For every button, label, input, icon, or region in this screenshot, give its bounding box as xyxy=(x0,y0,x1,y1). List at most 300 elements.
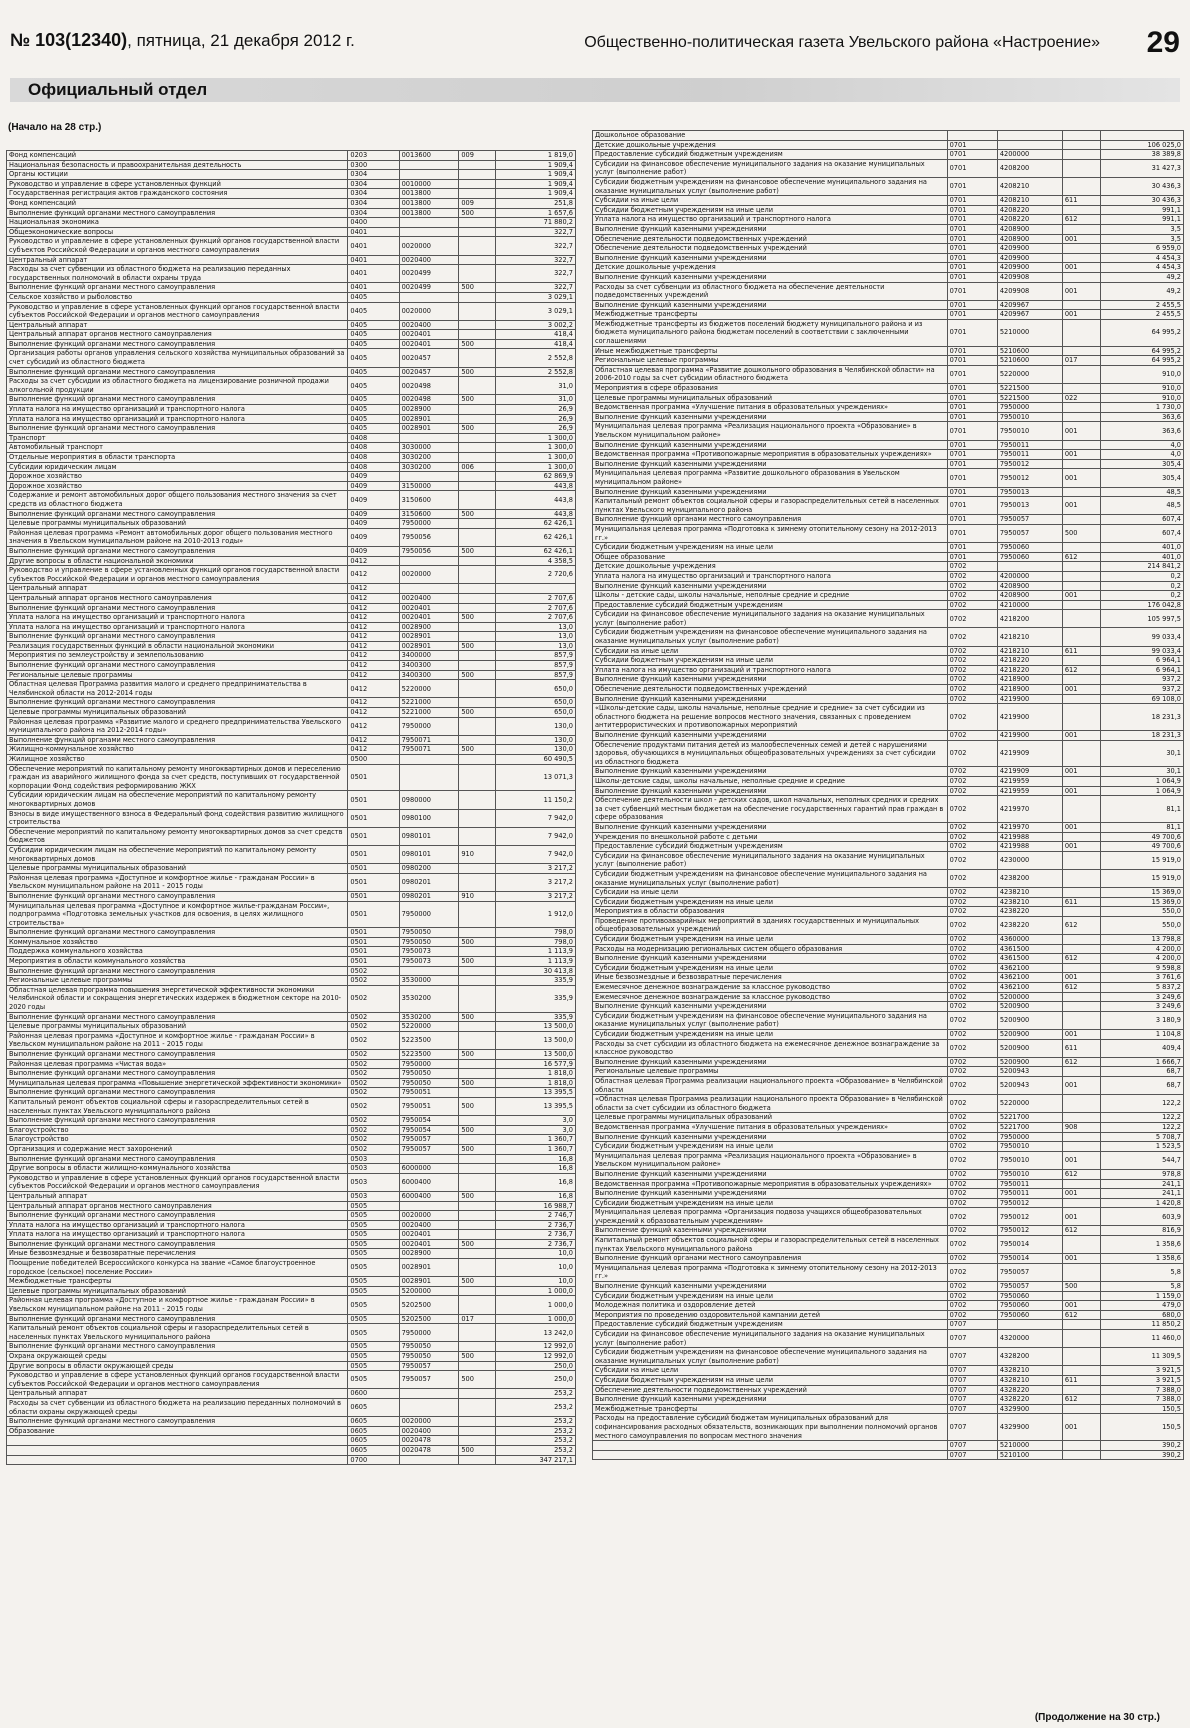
target-code: 5200900 xyxy=(997,1002,1062,1012)
section-code: 0605 xyxy=(348,1445,399,1455)
expense-type xyxy=(459,1201,496,1211)
table-row xyxy=(593,1142,1184,1152)
amount: 62 869,9 xyxy=(496,472,576,482)
table-row xyxy=(593,159,1184,177)
section-code: 0702 xyxy=(947,842,997,852)
expense-type xyxy=(459,1249,496,1259)
amount: 30 436,3 xyxy=(1101,196,1184,206)
amount: 69 108,0 xyxy=(1101,694,1184,704)
section-code: 0409 xyxy=(348,491,399,509)
row-name: Мероприятия в области образования xyxy=(593,907,948,917)
expense-type xyxy=(1062,963,1100,973)
section-code: 0502 xyxy=(348,1116,399,1126)
expense-type xyxy=(1062,1067,1100,1077)
table-row xyxy=(593,515,1184,525)
row-name: Субсидии юридическим лицам на обеспечение мероприятий по капитальному ремонту многоквартирных домов xyxy=(7,845,348,863)
table-row xyxy=(593,1208,1184,1226)
expense-type xyxy=(459,1324,496,1342)
section-code: 0412 xyxy=(348,641,399,651)
row-name: Межбюджетные трансферты из бюджетов поселений бюджету муниципального района и из бюджета муниципального района бюджетам поселений в соответствии с заключенными соглашениями xyxy=(593,319,948,346)
amount: 3 249,6 xyxy=(1101,1002,1184,1012)
target-code: 7950057 xyxy=(997,1263,1062,1281)
target-code: 4328220 xyxy=(997,1385,1062,1395)
target-code: 7950071 xyxy=(399,735,459,745)
row-name xyxy=(593,1450,948,1460)
table-row xyxy=(593,393,1184,403)
target-code: 5210600 xyxy=(997,356,1062,366)
table-row xyxy=(593,842,1184,852)
target-code: 3400300 xyxy=(399,670,459,680)
amount: 15 919,0 xyxy=(1101,869,1184,887)
table-row xyxy=(7,1342,576,1352)
row-name: Выполнение функций казенными учреждениями xyxy=(593,487,948,497)
expense-type: 612 xyxy=(1062,916,1100,934)
expense-type xyxy=(1062,675,1100,685)
page-header xyxy=(0,26,1190,70)
table-row xyxy=(593,935,1184,945)
section-code: 0702 xyxy=(947,1142,997,1152)
amount: 251,8 xyxy=(496,198,576,208)
table-row xyxy=(7,189,576,199)
expense-type xyxy=(1062,562,1100,572)
section-code: 0701 xyxy=(947,253,997,263)
amount: 857,9 xyxy=(496,670,576,680)
row-name: Уплата налога на имущество организаций и транспортного налога xyxy=(7,622,348,632)
expense-type xyxy=(459,755,496,765)
target-code xyxy=(399,1201,459,1211)
row-name: Детские дошкольные учреждения xyxy=(593,562,948,572)
row-name: Муниципальная целевая программа «Подготовка к зимнему отопительному сезону на 2012-2013 гг.» xyxy=(593,524,948,542)
table-row xyxy=(7,1097,576,1115)
expense-type xyxy=(459,1398,496,1416)
amount: 3 180,9 xyxy=(1101,1011,1184,1029)
expense-type xyxy=(459,1389,496,1399)
row-name: Выполнение функций казенными учреждениями xyxy=(593,954,948,964)
amount: 607,4 xyxy=(1101,515,1184,525)
target-code: 5210000 xyxy=(997,1441,1062,1451)
target-code: 0028901 xyxy=(399,641,459,651)
target-code: 7950050 xyxy=(399,1069,459,1079)
table-row xyxy=(593,1441,1184,1451)
expense-type xyxy=(459,566,496,584)
row-name: Субсидии бюджетным учреждениям на иные цели xyxy=(593,897,948,907)
table-row xyxy=(7,472,576,482)
amount: 250,0 xyxy=(496,1361,576,1371)
section-code: 0501 xyxy=(348,928,399,938)
table-row xyxy=(7,519,576,529)
section-code: 0701 xyxy=(947,300,997,310)
row-name: Содержание и ремонт автомобильных дорог общего пользования местного значения за счет средств из областного бюджета xyxy=(7,491,348,509)
section-code: 0502 xyxy=(348,1031,399,1049)
expense-type xyxy=(1062,656,1100,666)
table-row xyxy=(593,282,1184,300)
row-name: Районная целевая программа «Доступное и комфортное жилье - гражданам России» в Увельском муниципальном районе на 2011 - 2015 годы xyxy=(7,1296,348,1314)
table-row xyxy=(7,1296,576,1314)
amount: 26,9 xyxy=(496,405,576,415)
amount: 1 000,0 xyxy=(496,1314,576,1324)
table-row xyxy=(593,1011,1184,1029)
row-name: Выполнение функций органами местного самоуправления xyxy=(7,1050,348,1060)
section-code: 0702 xyxy=(947,600,997,610)
section-code: 0412 xyxy=(348,717,399,735)
target-code: 3150600 xyxy=(399,509,459,519)
amount: 322,7 xyxy=(496,255,576,265)
table-row xyxy=(593,403,1184,413)
table-row xyxy=(593,1450,1184,1460)
section-code: 0502 xyxy=(348,1135,399,1145)
section-code: 0412 xyxy=(348,584,399,594)
section-code: 0702 xyxy=(947,1169,997,1179)
table-row xyxy=(7,976,576,986)
amount: 122,2 xyxy=(1101,1113,1184,1123)
table-row xyxy=(593,1151,1184,1169)
target-code: 5221000 xyxy=(399,708,459,718)
row-name: Жилищно-коммунальное хозяйство xyxy=(7,745,348,755)
table-row xyxy=(593,1330,1184,1348)
row-name: Расходы на модернизацию региональных систем общего образования xyxy=(593,944,948,954)
expense-type: 017 xyxy=(1062,356,1100,366)
expense-type xyxy=(1062,131,1100,141)
table-row xyxy=(593,1169,1184,1179)
section-code: 0702 xyxy=(947,954,997,964)
amount: 16 577,9 xyxy=(496,1059,576,1069)
expense-type xyxy=(459,227,496,237)
row-name: Выполнение функций казенными учреждениями xyxy=(593,731,948,741)
expense-type xyxy=(459,1116,496,1126)
expense-type: 612 xyxy=(1062,983,1100,993)
amount: 1 104,8 xyxy=(1101,1030,1184,1040)
table-row xyxy=(7,395,576,405)
amount: 3 029,1 xyxy=(496,292,576,302)
section-code: 0501 xyxy=(348,845,399,863)
table-row xyxy=(593,1113,1184,1123)
row-name: Организация и содержание мест захоронений xyxy=(7,1144,348,1154)
section-code: 0702 xyxy=(947,610,997,628)
section-code: 0408 xyxy=(348,433,399,443)
expense-type: 500 xyxy=(1062,524,1100,542)
target-code xyxy=(399,160,459,170)
expense-type xyxy=(459,1173,496,1191)
amount: 13 242,0 xyxy=(496,1324,576,1342)
expense-type xyxy=(1062,571,1100,581)
row-name: Дорожное хозяйство xyxy=(7,481,348,491)
target-code: 7950056 xyxy=(399,528,459,546)
target-code: 5221500 xyxy=(997,384,1062,394)
table-row xyxy=(7,414,576,424)
row-name: Межбюджетные трансферты xyxy=(7,1277,348,1287)
target-code: 0020401 xyxy=(399,1239,459,1249)
target-code: 4208210 xyxy=(997,196,1062,206)
row-name: Выполнение функций органами местного самоуправления xyxy=(7,966,348,976)
expense-type xyxy=(1062,224,1100,234)
target-code: 4208220 xyxy=(997,205,1062,215)
amount: 650,0 xyxy=(496,698,576,708)
expense-type xyxy=(459,1088,496,1098)
expense-type xyxy=(1062,832,1100,842)
target-code: 4328200 xyxy=(997,1348,1062,1366)
section-code: 0405 xyxy=(348,414,399,424)
row-name: Субсидии на финансовое обеспечение муниципального задания на оказание муниципальных услуг (выполнение работ) xyxy=(593,851,948,869)
target-code xyxy=(399,227,459,237)
section-code: 0304 xyxy=(348,170,399,180)
amount: 798,0 xyxy=(496,937,576,947)
table-row xyxy=(7,1417,576,1427)
row-name: Областная целевая программа повышения энергетической эффективности экономики Челябинской области и сокращения энергетических издержек в бюджетном секторе на 2010-2020 годы xyxy=(7,985,348,1012)
expense-type xyxy=(459,1342,496,1352)
section-code: 0400 xyxy=(348,218,399,228)
table-row xyxy=(593,704,1184,731)
row-name: Молодежная политика и оздоровление детей xyxy=(593,1301,948,1311)
amount: 11 850,2 xyxy=(1101,1320,1184,1330)
target-code: 7950073 xyxy=(399,957,459,967)
expense-type xyxy=(1062,487,1100,497)
section-code: 0401 xyxy=(348,255,399,265)
amount: 253,2 xyxy=(496,1426,576,1436)
amount: 3 217,2 xyxy=(496,873,576,891)
target-code: 6000400 xyxy=(399,1173,459,1191)
amount: 31,0 xyxy=(496,395,576,405)
row-name: Муниципальная целевая программа «Развитие дошкольного образования в Увельском муниципальном районе» xyxy=(593,469,948,487)
section-code: 0501 xyxy=(348,901,399,928)
expense-type xyxy=(459,593,496,603)
target-code xyxy=(399,1455,459,1465)
amount: 1 657,6 xyxy=(496,208,576,218)
expense-type: 001 xyxy=(1062,1030,1100,1040)
amount: 347 217,1 xyxy=(496,1455,576,1465)
section-code: 0409 xyxy=(348,519,399,529)
row-name: Охрана окружающей среды xyxy=(7,1352,348,1362)
expense-type xyxy=(459,481,496,491)
amount: 7 942,0 xyxy=(496,845,576,863)
table-row xyxy=(593,796,1184,823)
table-row xyxy=(593,907,1184,917)
table-row xyxy=(7,622,576,632)
row-name: Национальная экономика xyxy=(7,218,348,228)
expense-type xyxy=(459,265,496,283)
target-code: 0020478 xyxy=(399,1436,459,1446)
amount: 1 300,0 xyxy=(496,433,576,443)
expense-type xyxy=(1062,935,1100,945)
target-code: 4218900 xyxy=(997,685,1062,695)
target-code: 0028901 xyxy=(399,632,459,642)
table-row xyxy=(7,603,576,613)
target-code: 7950011 xyxy=(997,1179,1062,1189)
amount: 3,5 xyxy=(1101,234,1184,244)
target-code: 7950010 xyxy=(997,422,1062,440)
section-code: 0701 xyxy=(947,159,997,177)
amount: 1 300,0 xyxy=(496,443,576,453)
row-name: Мероприятия по землеустройству и землепользованию xyxy=(7,651,348,661)
target-code: 0980201 xyxy=(399,873,459,891)
table-row xyxy=(593,562,1184,572)
expense-type xyxy=(459,160,496,170)
section-code: 0502 xyxy=(348,985,399,1012)
row-name: Расходы на предоставление субсидий бюджетам муниципальных образований для софинансирования расходных обязательств, возникающих при выполнении полномочий органов местного самоуправления по вопросам местного значения xyxy=(593,1414,948,1441)
table-row xyxy=(7,755,576,765)
table-row xyxy=(7,1050,576,1060)
table-row xyxy=(593,665,1184,675)
expense-type: 500 xyxy=(459,339,496,349)
target-code: 4361500 xyxy=(997,954,1062,964)
section-code: 0412 xyxy=(348,661,399,671)
table-row xyxy=(593,675,1184,685)
amount: 2 746,7 xyxy=(496,1211,576,1221)
target-code: 7950011 xyxy=(997,450,1062,460)
row-name: Расходы за счет субсидии из областного бюджета на лицензирование розничной продажи алкогольной продукции xyxy=(7,377,348,395)
table-row xyxy=(593,459,1184,469)
table-row xyxy=(593,196,1184,206)
table-row xyxy=(7,227,576,237)
row-name: Выполнение функций казенными учреждениями xyxy=(593,1002,948,1012)
table-row xyxy=(593,1348,1184,1366)
amount: 105 997,5 xyxy=(1101,610,1184,628)
amount: 401,0 xyxy=(1101,543,1184,553)
target-code: 0028901 xyxy=(399,414,459,424)
expense-type: 612 xyxy=(1062,1310,1100,1320)
amount: 62 426,1 xyxy=(496,519,576,529)
table-row xyxy=(593,954,1184,964)
target-code: 7950057 xyxy=(399,1371,459,1389)
table-row xyxy=(593,1198,1184,1208)
row-name: Уплата налога на имущество организаций и транспортного налога xyxy=(7,613,348,623)
target-code: 4238210 xyxy=(997,888,1062,898)
target-code: 7950056 xyxy=(399,546,459,556)
expense-type xyxy=(459,433,496,443)
table-row xyxy=(7,937,576,947)
row-name: Расходы за счет субвенции из областного бюджета на реализацию переданных государственных полномочий в области охраны труда xyxy=(7,265,348,283)
expense-type: 001 xyxy=(1062,310,1100,320)
target-code: 4329900 xyxy=(997,1404,1062,1414)
expense-type: 001 xyxy=(1062,1076,1100,1094)
expense-type: 612 xyxy=(1062,954,1100,964)
expense-type: 500 xyxy=(459,670,496,680)
row-name: Обеспечение деятельности школ - детских садов, школ начальных, неполных средних и средних за счет субвенций местным бюджетам на обеспечение государственных гарантий прав граждан в сфере образования xyxy=(593,796,948,823)
table-row xyxy=(7,1230,576,1240)
row-name: Выполнение функций казенными учреждениями xyxy=(593,1282,948,1292)
row-name: Районная целевая программа «Доступное и комфортное жилье - гражданам России» в Увельском муниципальном районе на 2011 - 2015 годы xyxy=(7,873,348,891)
table-row xyxy=(593,832,1184,842)
table-row xyxy=(593,1189,1184,1199)
table-row xyxy=(7,985,576,1012)
row-name: Муниципальная целевая программа «Реализация национального проекта «Образование» в Увельском муниципальном районе» xyxy=(593,1151,948,1169)
target-code: 4362100 xyxy=(997,973,1062,983)
table-row xyxy=(593,963,1184,973)
expense-type xyxy=(1062,365,1100,383)
section-code: 0702 xyxy=(947,1310,997,1320)
section-code: 0701 xyxy=(947,140,997,150)
table-row xyxy=(7,405,576,415)
amount: 68,7 xyxy=(1101,1076,1184,1094)
row-name: Центральный аппарат органов местного самоуправления xyxy=(7,1201,348,1211)
expense-type xyxy=(1062,384,1100,394)
expense-type xyxy=(459,292,496,302)
table-row xyxy=(7,443,576,453)
target-code: 4218900 xyxy=(997,675,1062,685)
expense-type xyxy=(459,651,496,661)
target-code: 4362100 xyxy=(997,963,1062,973)
target-code: 4219909 xyxy=(997,767,1062,777)
section-code: 0702 xyxy=(947,1076,997,1094)
row-name: Выполнение функций органами местного самоуправления xyxy=(7,1012,348,1022)
table-row xyxy=(593,600,1184,610)
table-row xyxy=(7,1314,576,1324)
target-code: 4219909 xyxy=(997,740,1062,767)
table-row xyxy=(593,356,1184,366)
section-code: 0401 xyxy=(348,265,399,283)
amount: 9 598,8 xyxy=(1101,963,1184,973)
target-code: 7950050 xyxy=(399,928,459,938)
section-code: 0707 xyxy=(947,1366,997,1376)
expense-type: 001 xyxy=(1062,1254,1100,1264)
table-row xyxy=(593,869,1184,887)
target-code xyxy=(399,1398,459,1416)
amount: 60 490,5 xyxy=(496,755,576,765)
section-code: 0401 xyxy=(348,283,399,293)
section-code: 0702 xyxy=(947,1039,997,1057)
section-code: 0701 xyxy=(947,215,997,225)
target-code: 7950013 xyxy=(997,487,1062,497)
amount: 4,0 xyxy=(1101,450,1184,460)
amount: 122,2 xyxy=(1101,1095,1184,1113)
row-name: Мероприятия по проведению оздоровительной кампании детей xyxy=(593,1310,948,1320)
section-code: 0701 xyxy=(947,365,997,383)
table-row xyxy=(7,708,576,718)
target-code: 0980200 xyxy=(399,864,459,874)
section-code: 0701 xyxy=(947,356,997,366)
section-code: 0702 xyxy=(947,796,997,823)
expense-type xyxy=(1062,459,1100,469)
expense-type xyxy=(459,680,496,698)
table-row xyxy=(7,160,576,170)
row-name: Выполнение функций органами местного самоуправления xyxy=(7,1088,348,1098)
amount: 3 217,2 xyxy=(496,864,576,874)
target-code: 4200000 xyxy=(997,571,1062,581)
amount: 1 113,9 xyxy=(496,957,576,967)
target-code: 0028901 xyxy=(399,424,459,434)
section-code: 0702 xyxy=(947,822,997,832)
target-code: 4238200 xyxy=(997,869,1062,887)
table-row xyxy=(7,151,576,161)
section-code: 0702 xyxy=(947,628,997,646)
amount: 30,1 xyxy=(1101,740,1184,767)
row-name: Выполнение функций казенными учреждениями xyxy=(593,440,948,450)
amount: 64 995,2 xyxy=(1101,346,1184,356)
target-code: 3530200 xyxy=(399,1012,459,1022)
row-name: Субсидии бюджетным учреждениям на финансовое обеспечение муниципального задания на оказание муниципальных услуг (выполнение работ) xyxy=(593,1011,948,1029)
row-name: Выполнение функций казенными учреждениями xyxy=(593,675,948,685)
amount: 2 455,5 xyxy=(1101,300,1184,310)
target-code: 7950057 xyxy=(997,515,1062,525)
amount: 4 454,3 xyxy=(1101,263,1184,273)
amount: 363,6 xyxy=(1101,422,1184,440)
section-code: 0701 xyxy=(947,422,997,440)
expense-type: 612 xyxy=(1062,1057,1100,1067)
expense-type xyxy=(1062,628,1100,646)
amount: 479,0 xyxy=(1101,1301,1184,1311)
table-row xyxy=(7,745,576,755)
amount: 13 395,5 xyxy=(496,1097,576,1115)
section-code: 0505 xyxy=(348,1230,399,1240)
amount: 978,8 xyxy=(1101,1169,1184,1179)
target-code: 7950012 xyxy=(997,459,1062,469)
amount: 3 249,6 xyxy=(1101,992,1184,1002)
amount: 443,8 xyxy=(496,481,576,491)
expense-type xyxy=(459,1031,496,1049)
row-name: Ведомственная программа «Противопожарные мероприятия в образовательных учреждениях» xyxy=(593,1179,948,1189)
target-code: 4328210 xyxy=(997,1366,1062,1376)
table-row xyxy=(593,131,1184,141)
amount: 305,4 xyxy=(1101,469,1184,487)
